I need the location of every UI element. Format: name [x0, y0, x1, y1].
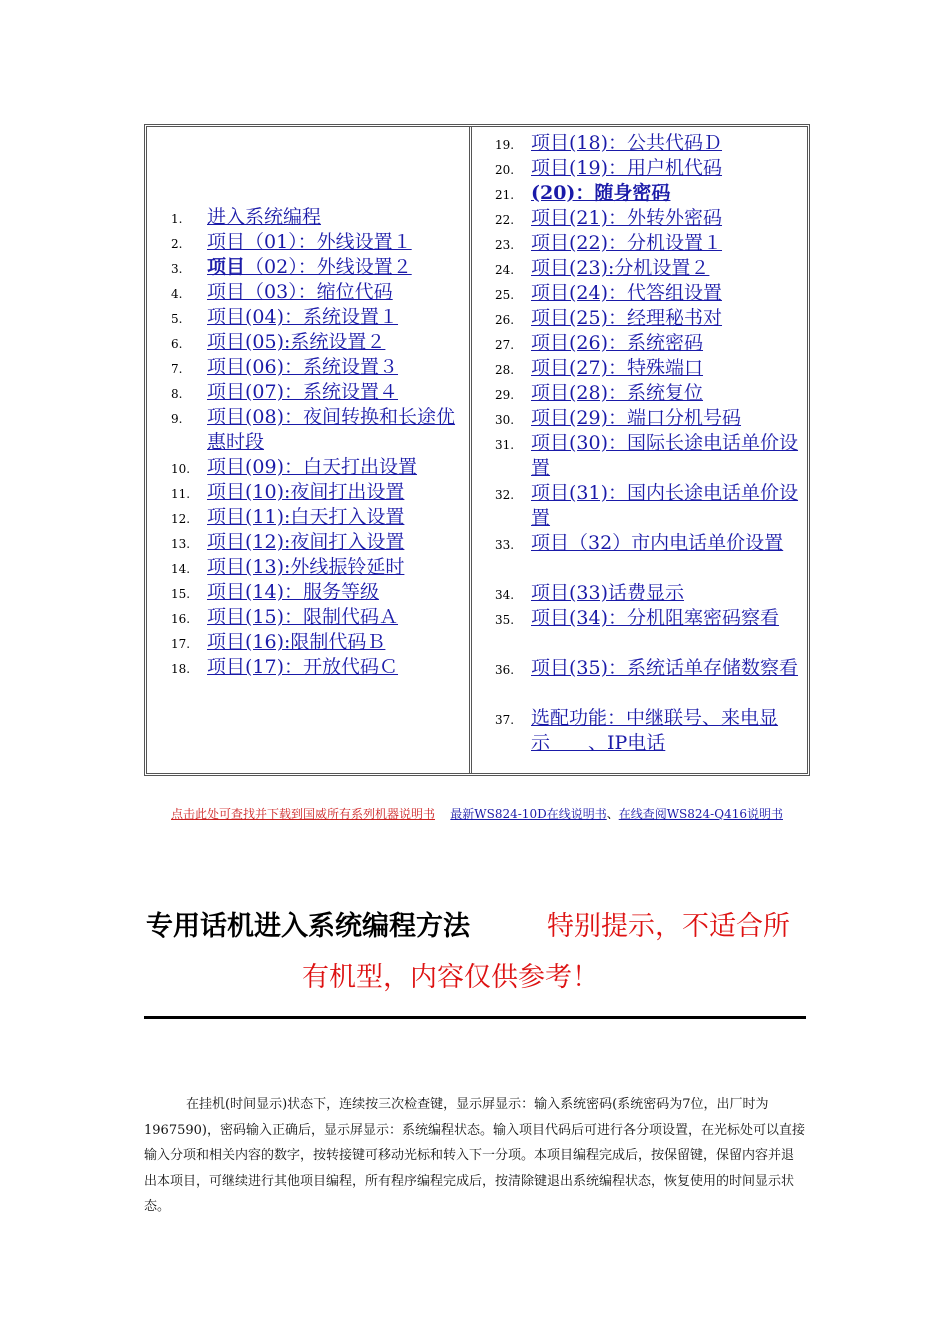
toc-link[interactable]: 项目(15)：限制代码Ａ	[207, 606, 399, 628]
item-number: 34.	[495, 588, 515, 602]
toc-link[interactable]: 项目(16):限制代码Ｂ	[207, 631, 386, 653]
item-number: 28.	[495, 363, 515, 377]
toc-link[interactable]: 项目(11):白天打入设置	[207, 506, 405, 528]
item-number: 14.	[171, 562, 191, 576]
item-number: 31.	[495, 438, 515, 452]
item-number: 2.	[171, 237, 183, 251]
toc-link[interactable]: 项目(22)：分机设置１	[531, 232, 723, 254]
item-number: 26.	[495, 313, 515, 327]
item-number: 37.	[495, 713, 515, 727]
toc-link[interactable]: 选配功能：中继联号、来电显示 、IP电话	[531, 707, 779, 754]
online-manual-q416-link[interactable]: 在线查阅WS824-Q416说明书	[618, 807, 783, 821]
manual-links	[144, 802, 810, 826]
toc-link[interactable]: 项目(10):夜间打出设置	[207, 481, 405, 503]
notice-line-1: 特别提示，不适合所	[547, 911, 790, 942]
item-number: 21.	[495, 188, 515, 202]
item-number: 32.	[495, 488, 515, 502]
toc-link[interactable]: 项目(18)：公共代码Ｄ	[531, 132, 723, 154]
item-number: 30.	[495, 413, 515, 427]
toc-link[interactable]: 项目（03）：缩位代码	[207, 281, 393, 303]
toc-table	[144, 124, 810, 776]
link-separator: 、	[606, 807, 619, 821]
toc-link[interactable]: 进入系统编程	[207, 206, 322, 228]
item-number: 7.	[171, 362, 183, 376]
item-number: 1.	[171, 212, 183, 226]
toc-link[interactable]: 项目(04)：系统设置１	[207, 306, 399, 328]
toc-link[interactable]: 项目(26)：系统密码	[531, 332, 704, 354]
item-number: 19.	[495, 138, 515, 152]
item-number: 35.	[495, 613, 515, 627]
toc-link[interactable]: 项目(09)：白天打出设置	[207, 456, 418, 478]
notice-line-2: 有机型，内容仅供参考！	[302, 962, 599, 993]
toc-link[interactable]: 项目(34)：分机阻塞密码察看	[531, 607, 780, 629]
item-number: 12.	[171, 512, 191, 526]
toc-link[interactable]: 项目(29)：端口分机号码	[531, 407, 742, 429]
toc-link[interactable]: 项目(35)：系统话单存储数察看	[531, 657, 799, 679]
toc-link[interactable]: 项目（01）：外线设置１	[207, 231, 412, 253]
toc-link[interactable]: 项目（32）市内电话单价设置	[531, 532, 784, 554]
toc-link[interactable]: 项目(19)：用户机代码	[531, 157, 723, 179]
toc-link[interactable]: 项目(33)话费显示	[531, 582, 685, 604]
online-manual-10d-link[interactable]: 最新WS824-10D在线说明书	[450, 807, 607, 821]
instructions-paragraph: 在挂机(时间显示)状态下，连续按三次检查键，显示屏显示：输入系统密码(系统密码为7位，出厂时为1967590)，密码输入正确后，显示屏显示：系统编程状态。输入项目代码后可进行各分项设置，在光标处可以直接输入分项和相关内容的数字，按转接键可移动光标和转入下一分项。本项目编程完成后，按保留键，保留内容并退出本项目，可继续进行其他项目编程，所有程序编程完成后，按清除键退出系统编程状态，恢复使用的时间显示状态。	[144, 1097, 805, 1214]
item-number: 3.	[171, 262, 183, 276]
toc-link[interactable]: 项目(23):分机设置２	[531, 257, 710, 279]
toc-link[interactable]: 项目(28)：系统复位	[531, 382, 704, 404]
toc-link[interactable]	[207, 255, 471, 280]
section-title: 专用话机进入系统编程方法	[146, 911, 470, 942]
item-number: 4.	[171, 287, 183, 301]
item-number: 10.	[171, 462, 191, 476]
instructions-body	[144, 1092, 806, 1220]
item-number: 8.	[171, 387, 183, 401]
toc-link[interactable]: 项目(13):外线振铃延时	[207, 556, 405, 578]
toc-link[interactable]: 项目(25)：经理秘书对	[531, 307, 723, 329]
item-number: 6.	[171, 337, 183, 351]
item-number: 18.	[171, 662, 191, 676]
item-number: 15.	[171, 587, 191, 601]
item-number: 25.	[495, 288, 515, 302]
item-number: 24.	[495, 263, 515, 277]
item-number: 17.	[171, 637, 191, 651]
item-number: 9.	[171, 412, 183, 426]
toc-link[interactable]: 项目(08)：夜间转换和长途优惠时段	[207, 406, 456, 453]
toc-link[interactable]: 项目(30)：国际长途电话单价设置	[531, 432, 799, 479]
toc-link[interactable]: 项目(17)：开放代码Ｃ	[207, 656, 399, 678]
item-number: 33.	[495, 538, 515, 552]
toc-link-rest: （02）：外线设置２	[245, 256, 412, 278]
item-number: 13.	[171, 537, 191, 551]
toc-link[interactable]: 项目(21)：外转外密码	[531, 207, 723, 229]
download-manuals-link[interactable]: 点击此处可查找并下载到国威所有系列机器说明书	[171, 807, 436, 821]
toc-link[interactable]: 项目(27)：特殊端口	[531, 357, 704, 379]
item-number: 20.	[495, 163, 515, 177]
item-number: 11.	[171, 487, 191, 501]
item-number: 29.	[495, 388, 515, 402]
toc-link-bold-part: 项目	[207, 256, 246, 278]
item-number: 22.	[495, 213, 515, 227]
toc-link[interactable]: 项目(12):夜间打入设置	[207, 531, 405, 553]
toc-link[interactable]: (20)：随身密码	[531, 182, 671, 204]
toc-link[interactable]: 项目(24)：代答组设置	[531, 282, 723, 304]
item-number: 5.	[171, 312, 183, 326]
toc-link[interactable]: 项目(05):系统设置２	[207, 331, 386, 353]
toc-link[interactable]: 项目(31)：国内长途电话单价设置	[531, 482, 799, 529]
item-number: 36.	[495, 663, 515, 677]
horizontal-rule	[144, 1016, 806, 1019]
item-number: 23.	[495, 238, 515, 252]
toc-link[interactable]: 项目(06)：系统设置３	[207, 356, 399, 378]
item-number: 16.	[171, 612, 191, 626]
toc-link[interactable]: 项目(14)：服务等级	[207, 581, 380, 603]
toc-link[interactable]: 项目(07)：系统设置４	[207, 381, 399, 403]
item-number: 27.	[495, 338, 515, 352]
